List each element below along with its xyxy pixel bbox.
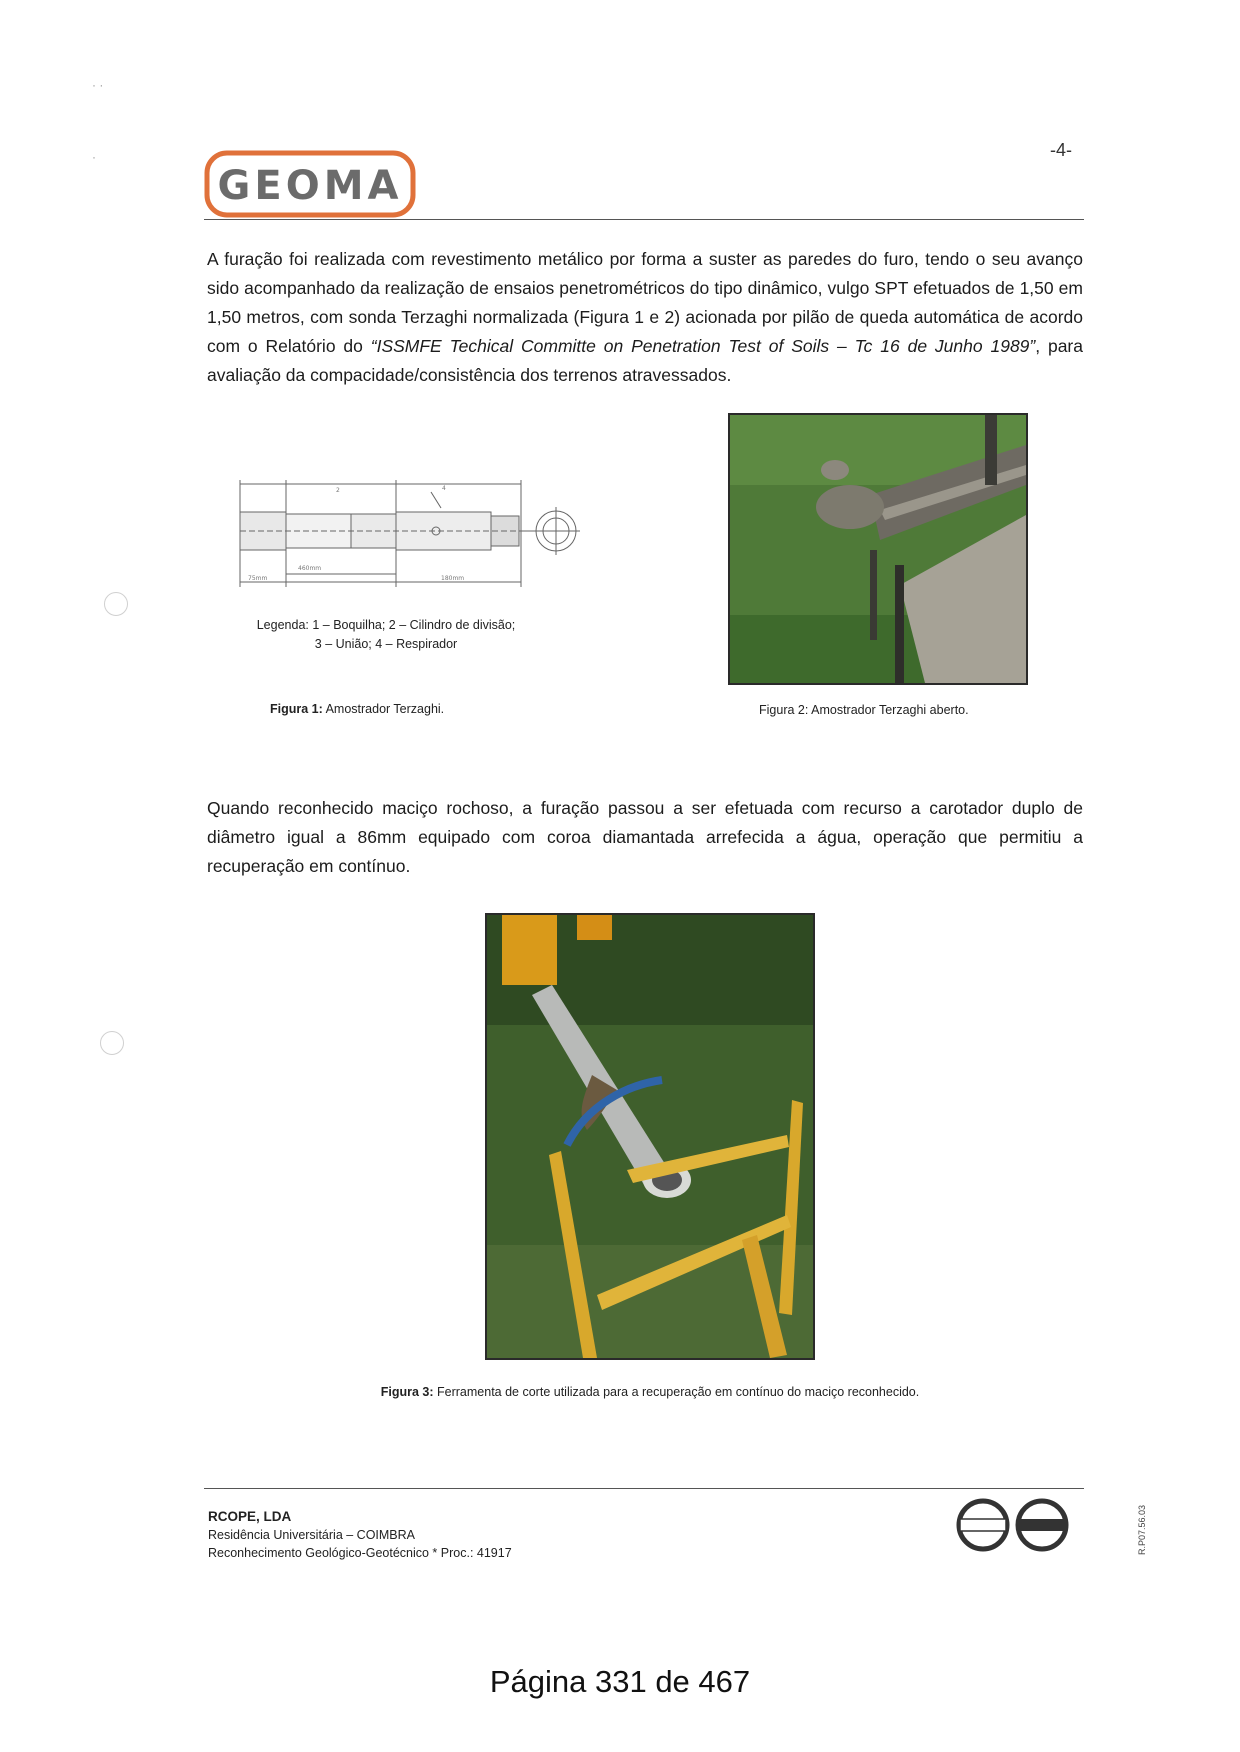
body-paragraph-1 — [207, 245, 1083, 390]
certification-logos — [950, 1497, 1075, 1553]
figure-3-caption — [360, 1385, 940, 1399]
footer-company: RCOPE, LDA — [208, 1509, 292, 1524]
caption-text: Amostrador Terzaghi. — [322, 702, 445, 716]
svg-text:2: 2 — [336, 487, 340, 494]
coring-tool-photo — [485, 913, 815, 1360]
svg-text:4: 4 — [442, 485, 446, 492]
scan-mark: · — [92, 150, 96, 164]
legend-line: Legenda: 1 – Boquilha; 2 – Cilindro de divisão; — [256, 618, 516, 632]
page-number: -4- — [1050, 140, 1072, 160]
header-divider — [204, 219, 1084, 220]
terzaghi-sampler-photo — [728, 413, 1028, 685]
caption-text: Ferramenta de corte utilizada para a recuperação em contínuo do maciço reconhecido. — [433, 1385, 920, 1399]
svg-text:75mm: 75mm — [248, 575, 268, 582]
body-paragraph-2: Quando reconhecido maciço rochoso, a furação passou a ser efetuada com recurso a carotador duplo de diâmetro igual a 86mm equipado com coroa diamantada arrefecida a água, operação que permitiu a recuperação em contínuo. — [207, 798, 1083, 876]
figure-2-caption: Figura 2: Amostrador Terzaghi aberto. — [759, 703, 969, 717]
footer-block — [208, 1508, 512, 1562]
geoma-logo — [204, 150, 416, 218]
paragraph-text: A furação foi realizada com revestimento metálico por forma a suster as paredes do furo, tendo o seu avanço sido acompanhado da realização de ensaios penetrométricos do tipo dinâmico, vulgo SPT efetuados de 1,50 em 1,50 metros, com sonda Terzaghi normalizada (Figura 1 e 2) acionada por pilão de queda automática de acordo com o Relatório do — [207, 249, 1083, 356]
svg-text:180mm: 180mm — [441, 575, 465, 582]
svg-text:460mm: 460mm — [298, 565, 322, 572]
footer-project: Reconhecimento Geológico-Geotécnico * Proc.: 41917 — [208, 1546, 512, 1560]
scan-mark: · · — [92, 78, 104, 92]
caption-label: Figura 3: — [380, 1385, 434, 1399]
legend-line: 3 – União; 4 – Respirador — [314, 637, 458, 651]
logo-text: GEOMA — [217, 163, 403, 209]
page-indicator: Página 331 de 467 — [489, 1664, 751, 1699]
figure-1-legend — [230, 616, 542, 654]
paragraph-italic-reference: “ISSMFE Techical Committe on Penetration Test of Soils – Tc 16 de Junho 1989” — [370, 336, 1036, 356]
paragraph-text: , para avaliação da compacidade/consistência dos terrenos atravessados. — [207, 336, 1083, 385]
footer-divider — [204, 1488, 1084, 1489]
footer-location: Residência Universitária – COIMBRA — [208, 1528, 416, 1542]
punch-hole-mark — [100, 1031, 124, 1055]
terzaghi-sampler-drawing — [236, 472, 626, 592]
punch-hole-mark — [104, 592, 128, 616]
figure-1-caption — [270, 702, 444, 716]
caption-label: Figura 1: — [270, 702, 323, 716]
document-code: R.P07.56.03 — [1137, 1505, 1147, 1556]
